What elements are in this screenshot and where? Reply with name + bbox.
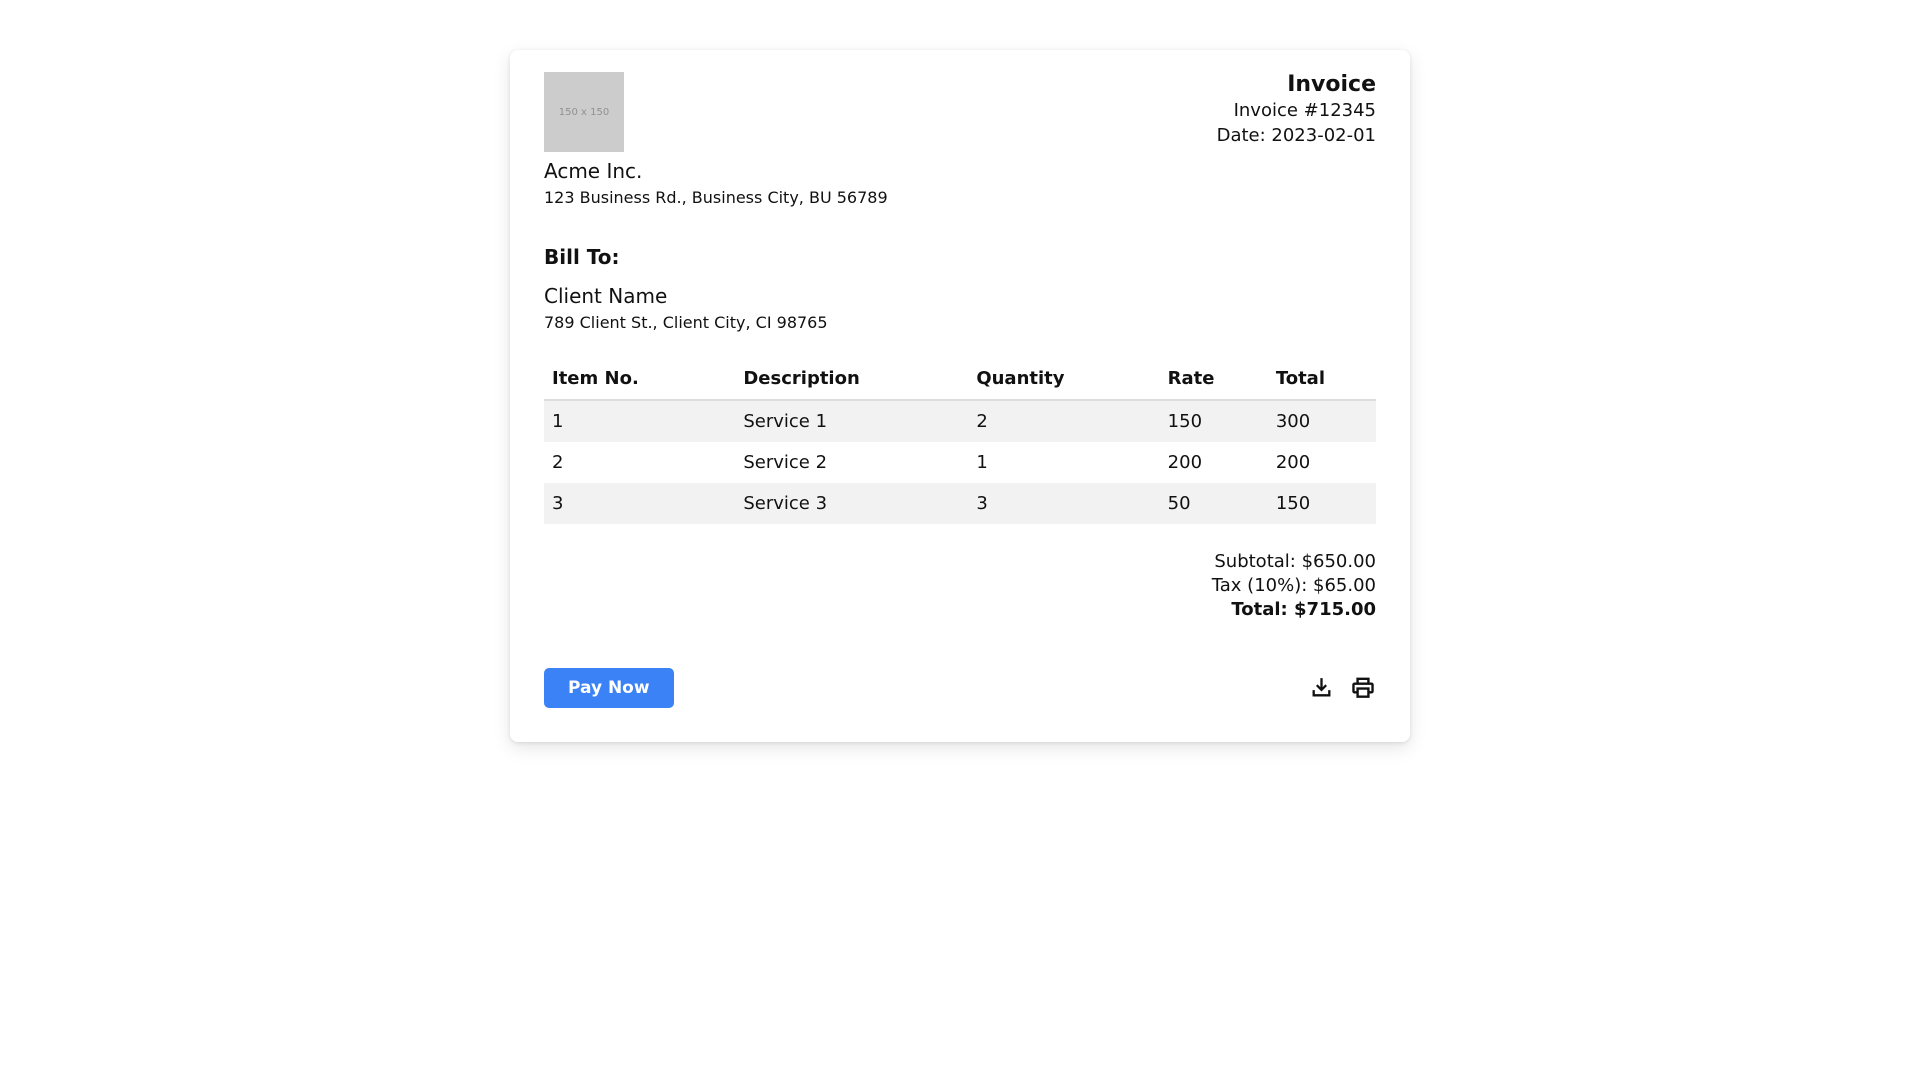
print-icon	[1350, 675, 1376, 701]
bill-to-label: Bill To:	[544, 244, 620, 269]
tax-line: Tax (10%): $65.00	[1211, 574, 1376, 596]
header-description: Description	[735, 362, 968, 400]
logo-placeholder-text: 150 x 150	[558, 106, 610, 118]
cell-quantity: 3	[976, 492, 988, 514]
table-header-row	[544, 362, 1376, 400]
company-block	[544, 72, 888, 209]
cell-rate: 150	[1167, 410, 1203, 432]
company-logo-placeholder	[544, 72, 624, 152]
cell-description: Service 1	[743, 410, 828, 432]
cell-item-no: 2	[552, 451, 564, 473]
invoice-header	[544, 72, 1376, 209]
icon-actions	[1309, 675, 1376, 701]
invoice-title: Invoice	[1287, 72, 1376, 97]
cell-total: 300	[1275, 410, 1311, 432]
client-address: 789 Client St., Client City, CI 98765	[544, 312, 828, 332]
bill-to-section	[544, 245, 1376, 334]
cell-description: Service 3	[743, 492, 828, 514]
cell-quantity: 1	[976, 451, 988, 473]
cell-description: Service 2	[743, 451, 828, 473]
pay-now-button[interactable]: Pay Now	[544, 668, 674, 708]
invoice-footer	[544, 668, 1376, 708]
download-button[interactable]	[1309, 675, 1334, 700]
company-address: 123 Business Rd., Business City, BU 56789	[544, 188, 888, 207]
header-total: Total	[1268, 362, 1376, 400]
totals-section	[544, 550, 1376, 622]
invoice-card	[510, 50, 1410, 742]
invoice-number: Invoice #12345	[1233, 100, 1376, 122]
table-row	[544, 442, 1376, 483]
cell-item-no: 1	[552, 410, 564, 432]
subtotal-line: Subtotal: $650.00	[1214, 550, 1376, 572]
cell-rate: 200	[1167, 451, 1203, 473]
client-name: Client Name	[544, 283, 668, 308]
header-quantity: Quantity	[968, 362, 1159, 400]
cell-total: 200	[1275, 451, 1311, 473]
cell-total: 150	[1275, 492, 1311, 514]
table-row	[544, 400, 1376, 442]
download-icon	[1309, 675, 1334, 700]
line-items-table	[544, 362, 1376, 524]
cell-item-no: 3	[552, 492, 564, 514]
invoice-meta	[1217, 72, 1376, 148]
header-rate: Rate	[1160, 362, 1268, 400]
cell-rate: 50	[1167, 492, 1191, 514]
cell-quantity: 2	[976, 410, 988, 432]
grand-total-line: Total: $715.00	[1231, 598, 1376, 620]
header-item-no: Item No.	[544, 362, 735, 400]
table-row	[544, 483, 1376, 524]
company-name: Acme Inc.	[544, 159, 643, 183]
print-button[interactable]	[1350, 675, 1376, 701]
invoice-date: Date: 2023-02-01	[1216, 125, 1376, 147]
